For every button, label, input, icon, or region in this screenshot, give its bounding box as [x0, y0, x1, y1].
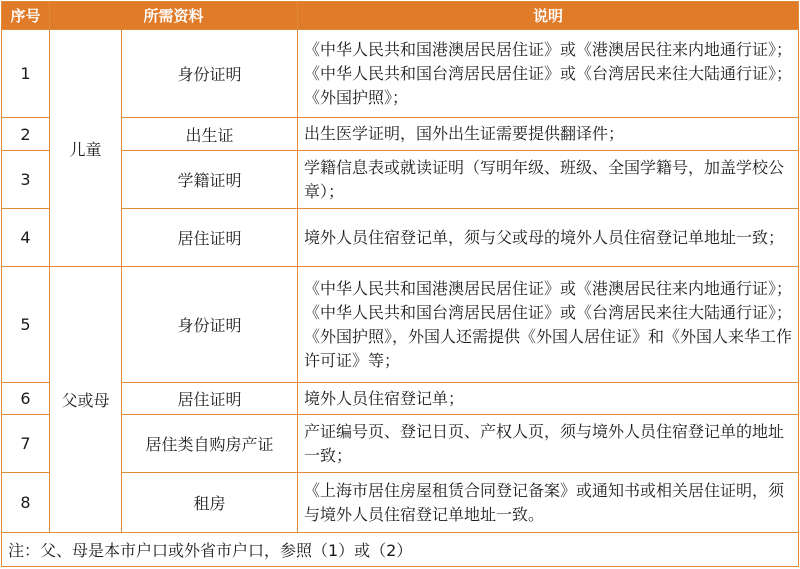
table-row [2, 415, 799, 473]
row-item: 身份证明 [122, 30, 298, 118]
table-row [2, 151, 799, 209]
note-row [2, 533, 799, 567]
row-num: 2 [2, 118, 50, 151]
row-desc: 出生医学证明，国外出生证需要提供翻译件； [298, 118, 799, 151]
table-note: 注：父、母是本市户口或外省市户口，参照（1）或（2） [2, 533, 799, 567]
row-item: 居住证明 [122, 209, 298, 267]
row-num: 8 [2, 473, 50, 533]
requirements-table [1, 1, 799, 567]
row-desc: 《中华人民共和国港澳居民居住证》或《港澳居民往来内地通行证》；《中华人民共和国台湾居民居住证》或《台湾居民来往大陆通行证》；《外国护照》，外国人还需提供《外国人居住证》和《外国人来华工作许可证》等； [298, 267, 799, 383]
row-num: 6 [2, 383, 50, 415]
row-item: 居住证明 [122, 383, 298, 415]
row-num: 4 [2, 209, 50, 267]
row-item: 身份证明 [122, 267, 298, 383]
row-desc: 境外人员住宿登记单； [298, 383, 799, 415]
table-row [2, 473, 799, 533]
row-desc: 《中华人民共和国港澳居民居住证》或《港澳居民往来内地通行证》；《中华人民共和国台湾居民居住证》或《台湾居民来往大陆通行证》；《外国护照》； [298, 30, 799, 118]
row-desc: 《上海市居住房屋租赁合同登记备案》或通知书或相关居住证明，须与境外人员住宿登记单地址一致。 [298, 473, 799, 533]
row-item: 租房 [122, 473, 298, 533]
row-num: 7 [2, 415, 50, 473]
header-num: 序号 [2, 2, 50, 30]
row-item: 居住类自购房产证 [122, 415, 298, 473]
header-material: 所需资料 [50, 2, 298, 30]
table-row [2, 267, 799, 383]
group-parent: 父或母 [50, 267, 122, 533]
row-desc: 学籍信息表或就读证明（写明年级、班级、全国学籍号，加盖学校公章）； [298, 151, 799, 209]
table-header-row [2, 2, 799, 30]
table-row [2, 383, 799, 415]
header-desc: 说明 [298, 2, 799, 30]
table-row [2, 118, 799, 151]
row-item: 学籍证明 [122, 151, 298, 209]
table-row [2, 209, 799, 267]
row-num: 1 [2, 30, 50, 118]
row-desc: 产证编号页、登记日页、产权人页，须与境外人员住宿登记单的地址一致； [298, 415, 799, 473]
row-item: 出生证 [122, 118, 298, 151]
row-num: 5 [2, 267, 50, 383]
table-row [2, 30, 799, 118]
row-num: 3 [2, 151, 50, 209]
row-desc: 境外人员住宿登记单，须与父或母的境外人员住宿登记单地址一致； [298, 209, 799, 267]
group-child: 儿童 [50, 30, 122, 267]
